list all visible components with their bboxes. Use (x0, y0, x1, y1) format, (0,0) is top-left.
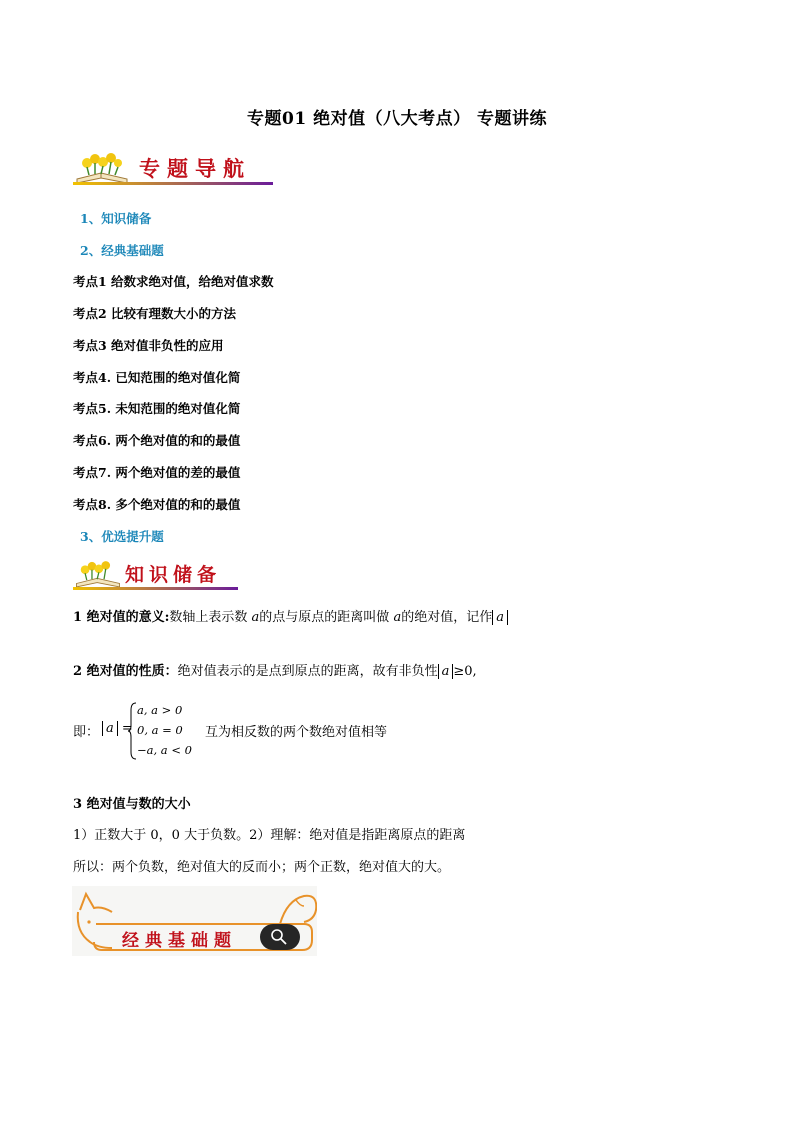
knowledge-banner (73, 559, 238, 593)
knowledge-point-1-text-a: 数轴上表示数 (169, 610, 248, 625)
variable-a: a (393, 610, 402, 625)
abs-value-a: a (438, 664, 454, 679)
banner-underline (73, 182, 273, 185)
knowledge-point-3-label: 3 绝对值与数的大小 (73, 797, 191, 812)
piecewise-case-zero: 0, a = 0 (137, 723, 183, 737)
knowledge-point-2-label: 2 绝对值的性质： (73, 664, 178, 679)
nav-item-kaodian-2[interactable]: 考点2 比较有理数大小的方法 (73, 306, 237, 321)
classic-banner (72, 886, 317, 956)
knowledge-point-3-line-2: 所以：两个负数，绝对值大的反而小；两个正数，绝对值大的大。 (73, 860, 451, 875)
variable-a: a (251, 610, 260, 625)
knowledge-point-3-line-1: 1）正数大于 0，0 大于负数。2）理解：绝对值是指距离原点的距离 (73, 828, 466, 843)
nav-item-knowledge[interactable]: 1、知识储备 (80, 211, 152, 226)
classic-banner-title: 经典基础题 (122, 931, 237, 951)
knowledge-point-1-text-b: 的点与原点的距离叫做 (259, 610, 390, 625)
equals-sign: = (117, 721, 133, 736)
book-flowers-icon (73, 151, 131, 185)
banner-underline (73, 587, 238, 590)
nav-item-kaodian-8[interactable]: 考点8. 多个绝对值的和的最值 (73, 497, 241, 512)
nav-banner (73, 151, 273, 185)
knowledge-point-1 (73, 606, 508, 625)
nav-item-kaodian-1[interactable]: 考点1 给数求绝对值，给绝对值求数 (73, 274, 274, 289)
nav-item-kaodian-5[interactable]: 考点5. 未知范围的绝对值化简 (73, 401, 241, 416)
knowledge-point-1-text-c: 的绝对值，记作 (401, 610, 493, 625)
piecewise-prefix: 即： (73, 725, 100, 740)
book-flowers-icon (73, 559, 123, 589)
nav-banner-title: 专题导航 (139, 156, 251, 181)
nav-item-kaodian-3[interactable]: 考点3 绝对值非负性的应用 (73, 338, 224, 353)
abs-value-a: a (102, 721, 118, 736)
piecewise-case-positive: a, a > 0 (137, 703, 183, 717)
knowledge-point-2 (73, 660, 477, 679)
piecewise-case-negative: −a, a < 0 (137, 743, 192, 757)
piecewise-note: 互为相反数的两个数绝对值相等 (205, 725, 388, 740)
abs-value-a: a (492, 610, 508, 625)
knowledge-point-2-text: 绝对值表示的是点到原点的距离，故有非负性 (177, 664, 438, 679)
knowledge-point-1-label: 1 绝对值的意义: (73, 610, 170, 625)
knowledge-banner-title: 知识储备 (125, 564, 222, 586)
nav-item-kaodian-6[interactable]: 考点6. 两个绝对值的和的最值 (73, 433, 241, 448)
nav-item-kaodian-7[interactable]: 考点7. 两个绝对值的差的最值 (73, 465, 241, 480)
nav-item-classic[interactable]: 2、经典基础题 (80, 243, 164, 258)
non-negative-suffix: ≥0, (453, 664, 477, 679)
page-title: 专题01 绝对值（八大考点） 专题讲练 (247, 109, 547, 129)
left-brace (127, 702, 137, 760)
nav-item-kaodian-4[interactable]: 考点4. 已知范围的绝对值化简 (73, 370, 241, 385)
nav-item-advanced[interactable]: 3、优选提升题 (80, 529, 164, 544)
